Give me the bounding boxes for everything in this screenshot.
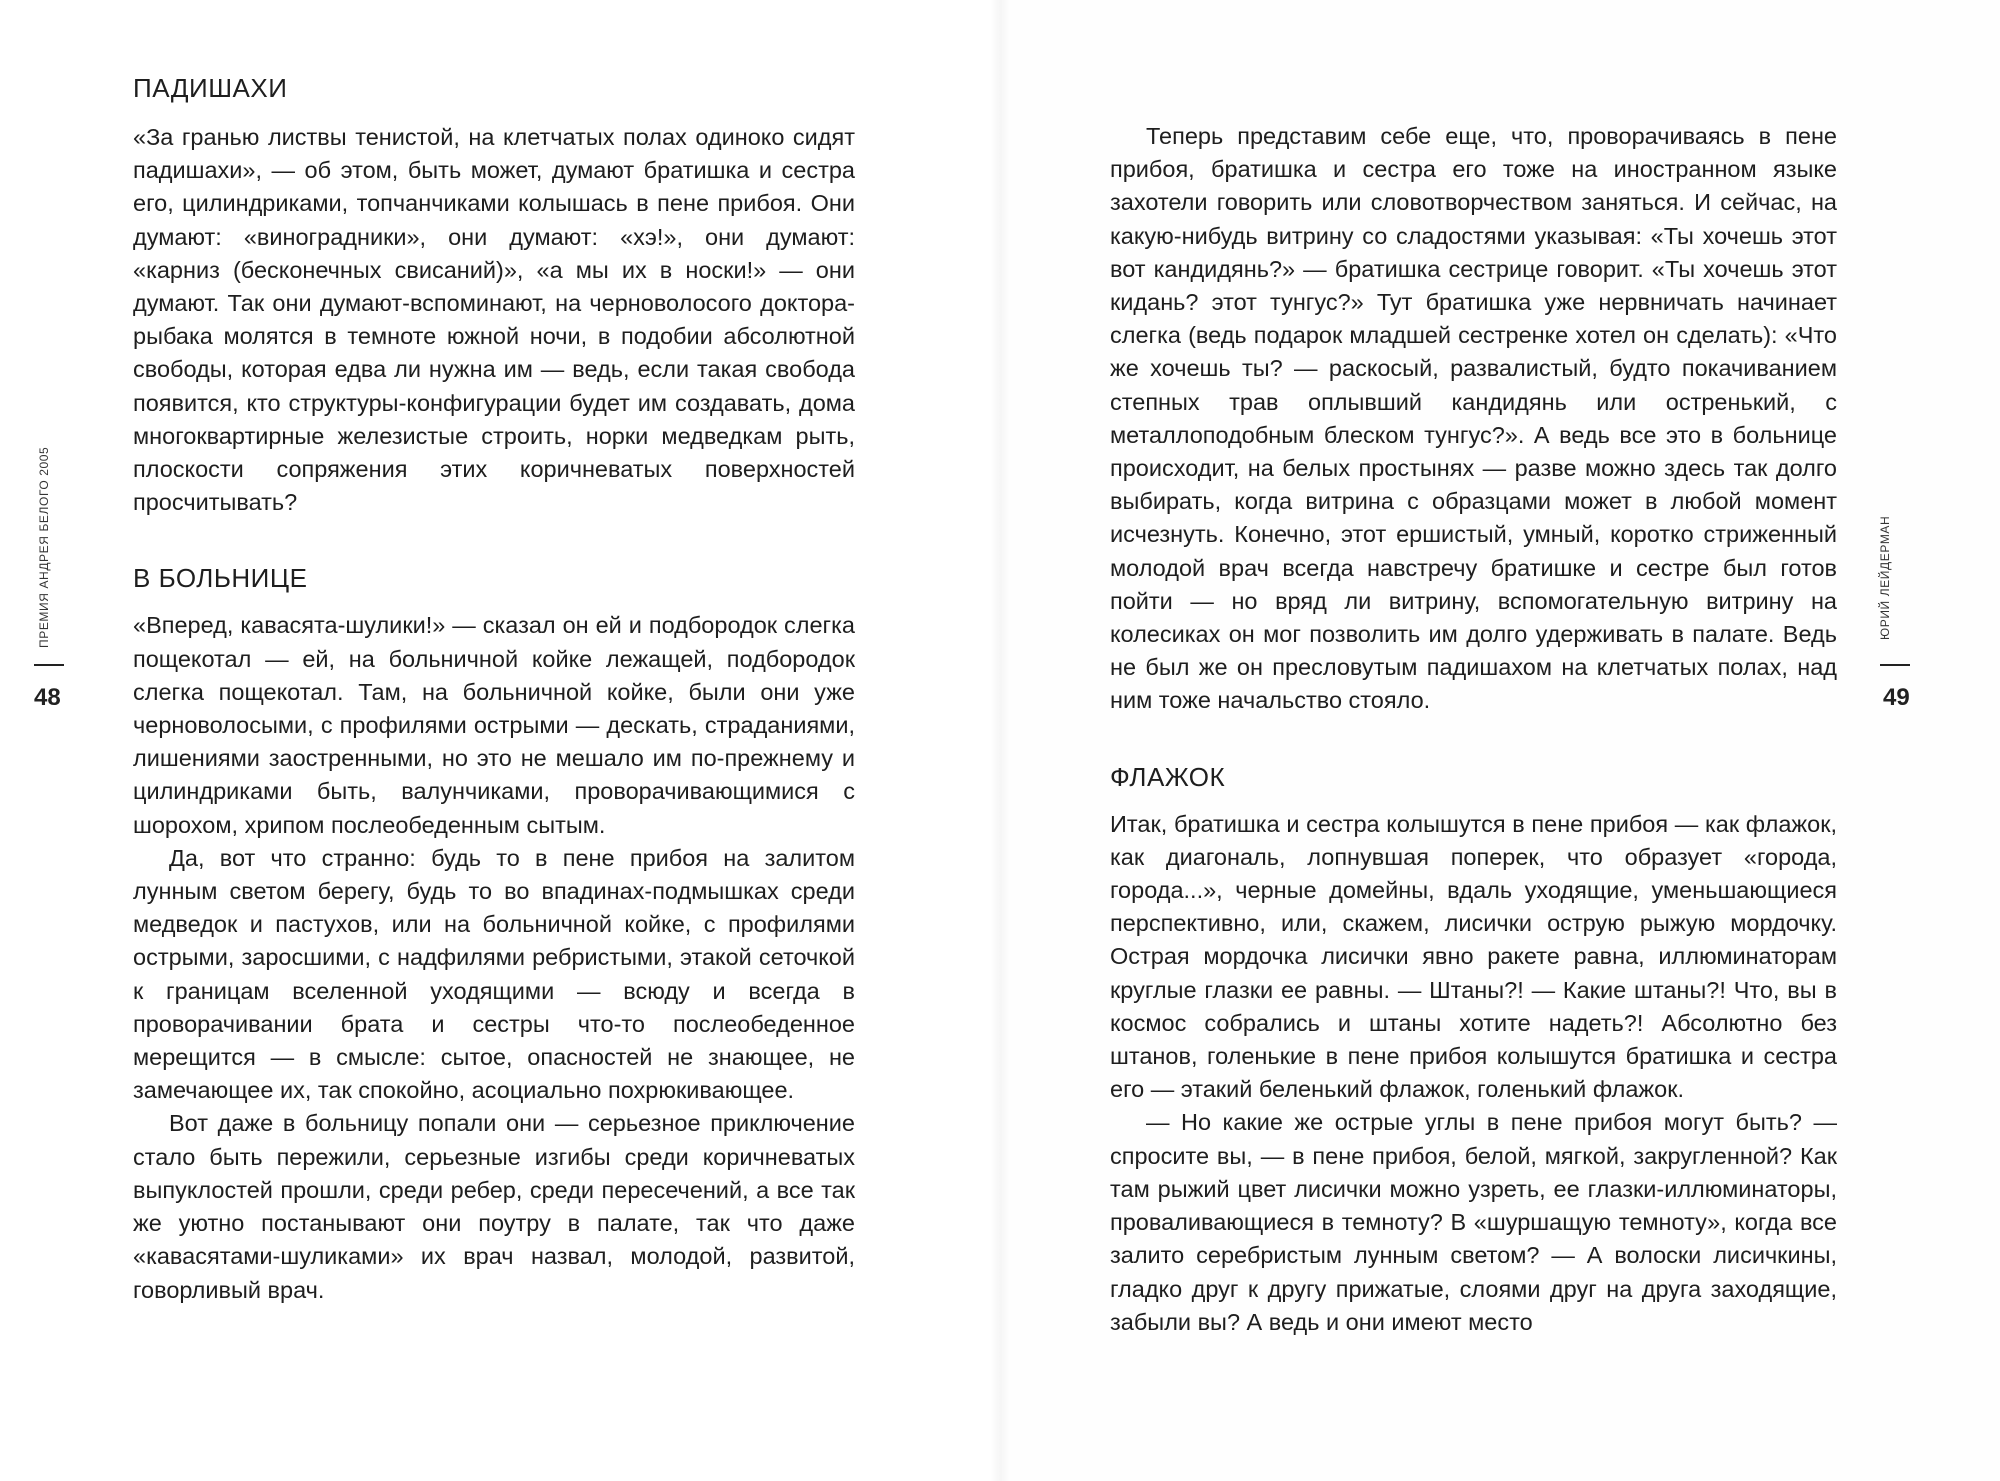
right-page-text-column: [1110, 120, 1837, 1339]
paragraph-flazhok-2: — Но какие же острые углы в пене прибоя могут быть? — спросите вы, — в пене прибоя, белой, мягкой, закругленной? Как там рыжий цвет лисички можно узреть, ее глазки-иллюминаторы, проваливающиеся в темноту? В «шуршащую темноту», когда все залито серебристым лунным светом? — А волоски лисичкины, гладко друг к другу прижатые, слоями друг на друга заходящие, забыли вы? А ведь и они имеют место: [1110, 1109, 1837, 1335]
paragraph-bolnitse-3: Вот даже в больницу попали они — серьезное приключение стало быть пережили, серьезные изгибы среди коричневатых выпуклостей прошли, среди ребер, среди пересечений, а все так же уютно постанывают они поутру в палате, так что даже «кавасятами-шуликами» их врач назвал, молодой, развитой, говорливый врач.: [133, 1110, 855, 1303]
left-page-number-rule: [34, 664, 64, 666]
left-running-title: ПРЕМИЯ АНДРЕЯ БЕЛОГО 2005: [37, 446, 51, 648]
paragraph-bolnitse-1: «Вперед, кавасята-шулики!» — сказал он ей и подбородок слегка пощекотал — ей, на больничной койке лежащей, подбородок слегка пощекотал. Там, на больничной койке, были они уже черноволосыми, с профилями острыми — дескать, страданиями, лишениями заостренными, но это не мешало им по-прежнему и цилиндриками быть, валунчиками, проворачивающимися с шорохом, хрипом послеобеденным сытым.: [133, 612, 855, 838]
right-running-title: ЮРИЙ ЛЕЙДЕРМАН: [1878, 515, 1892, 640]
paragraph-flazhok-1: Итак, братишка и сестра колышутся в пене прибоя — как флажок, как диагональ, лопнувшая поперек, что образует «города, города...», черные домейны, вдаль уходящие, уменьшающиеся перспективно, или, скажем, лисички острую рыжую мордочку. Острая мордочка лисички явно ракете равна, иллюминаторам круглые глазки ее равны. — Штаны?! — Какие штаны?! Что, вы в космос собрались и штаны хотите надеть?! Абсолютно без штанов, голенькие в пене прибоя колышутся братишка и сестра его — этакий беленький флажок, голенький флажок.: [1110, 810, 1837, 1103]
left-page-number: 48: [34, 684, 61, 711]
paragraph-bolnitse-2: Да, вот что странно: будь то в пене прибоя на залитом лунным светом берегу, будь то во впадинах-подмышках среди медведок и пастухов, или на больничной койке, с профилями острыми, заросшими, с надфилями ребристыми, этакой сеточкой к границам вселенной уходящими — всюду и всегда в проворачивании брата и сестры что-то послеобеденное мерещится — в смысле: сытое, опасностей не знающее, не замечающее их, так спокойно, асоциально похрюкивающее.: [133, 844, 855, 1104]
book-gutter: [990, 0, 1010, 1481]
right-page-number-rule: [1880, 664, 1910, 666]
left-page-text-column: [133, 121, 855, 1307]
section-heading-padishahi: ПАДИШАХИ: [133, 73, 288, 103]
right-page-number: 49: [1883, 684, 1910, 711]
section-heading-flazhok: ФЛАЖОК: [1110, 761, 1226, 792]
paragraph-intro-1: Теперь представим себе еще, что, проворачиваясь в пене прибоя, братишка и сестра его тоже на иностранном языке захотели говорить или словотворчеством заняться. И сейчас, на какую-нибудь витрину со сладостями указывая: «Ты хочешь этот вот кандидянь?» — братишка сестрице говорит. «Ты хочешь этот кидань? этот тунгус?» Тут братишка уже нервничать начинает слегка (ведь подарок младшей сестренке хотел он сделать): «Что же хочешь ты? — раскосый, развалистый, будто покачиванием степных трав оплывший кандидянь или остренький, с металлоподобным блеском тунгус?». А ведь все это в больнице происходит, на белых простынях — разве можно здесь так долго выбирать, когда витрина с образцами может в любой момент исчезнуть. Конечно, этот ершистый, умный, коротко стриженный молодой врач всегда навстречу братишке и сестре был готов пойти — но вряд ли витрину, вспомогательную витрину на колесиках он мог позволить им долго удерживать в палате. Ведь не был же он пресловутым падишахом на клетчатых полах, над ним тоже начальство стояло.: [1110, 123, 1837, 714]
section-heading-v-bolnitse: В БОЛЬНИЦЕ: [133, 563, 308, 594]
paragraph-padishahi-1: «За гранью листвы тенистой, на клетчатых полах одиноко сидят падишахи», — об этом, быть может, думают братишка и сестра его, цилиндриками, топчанчиками колышась в пене прибоя. Они думают: «виноградники», они думают: «хэ!», они думают: «карниз (бесконечных свисаний)», «а мы их в носки!» — они думают. Так они думают-вспоминают, на черноволосого доктора-рыбака молятся в темноте южной ночи, в подобии абсолютной свободы, которая едва ли нужна им — ведь, если такая свобода появится, кто структуры-конфигурации будет им создавать, дома многоквартирные железистые строить, норки медведкам рыть, плоскости сопряжения этих коричневатых поверхностей просчитывать?: [133, 124, 855, 516]
